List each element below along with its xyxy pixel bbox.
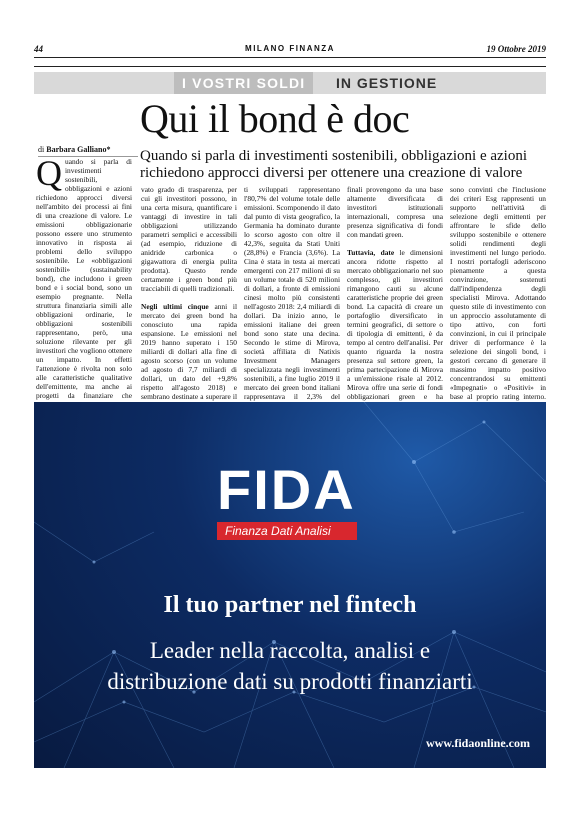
fida-logo: [217, 458, 357, 540]
article-column-2: [141, 185, 237, 428]
fida-logo-tagline: Finanza Dati Analisi: [217, 522, 357, 540]
ad-url-link[interactable]: www.fidaonline.com: [425, 736, 530, 750]
ad-body: [34, 635, 546, 697]
column-4-paragraph-1: finali provengono da una base altamente diversificata di investitori istituzionali internazionali, compresa una presenza significativa di fondi con mandati green.: [347, 185, 443, 239]
network-background-graphic: [34, 402, 546, 768]
section-banner: [34, 72, 546, 94]
fida-advertisement[interactable]: [34, 402, 546, 768]
ad-body-line-1: Leader nella raccolta, analisi e: [149, 638, 431, 663]
column-2-lead-in: Negli ultimi cinque: [141, 302, 209, 311]
column-5-text: sono convinti che l'inclusione dei criteri Esg rappresenti un supporto nell'attività di selezione degli emittenti per affrontare le sfide dello sviluppo sostenibile e ottenere solidi rendimenti degli investimenti nel lungo periodo. I nostri portafogli aderiscono pienamente a questa convinzione, sostenuti dall'indipendenza degli specialisti Mirova. Adottando questo stile di investimento con un approccio assolutamente di tipo attivo, con forti convinzioni, in cui il principale driver di performance è la selezione dei singoli bond, i gestori cercano di generare il massimo impatto positivo concentrandosi su emittenti «Impegnati» o «Positivi» in base al proprio rating interno.: [450, 185, 546, 401]
article-column-3: [244, 185, 340, 419]
issue-date: 19 Ottobre 2019: [486, 44, 546, 54]
article-column-1: [36, 153, 132, 436]
page-number: 44: [34, 44, 43, 54]
section-tag: I VOSTRI SOLDI: [174, 72, 313, 94]
byline-prefix: di: [38, 145, 45, 154]
column-1-text: uando si parla di investimenti sostenibili, obbligazioni e azioni richiedono approcci diversi nell'ambito dei processi ai fini di una creazione di valore. Le emissioni obbligazionarie possono essere uno strumento innovativo in risposta ai problemi dello sviluppo sostenibile. Le «obbligazioni sostenibili» (sustainability bond), che includono i green bond e i social bond, sono un esempio pregnante. Nella struttura finanziaria simili alle obbligazioni ordinarie, le obbligazioni sostenibili rappresentano, però, una soluzione rilevante per gli investitori che vogliono ottenere un impatto. In effetti l'attenzione è rivolta non solo alle caratteristiche qualitative dell'emittente, ma anche ai progetti da finanziare che: [36, 157, 132, 400]
byline-author: Barbara Galliano*: [46, 145, 111, 154]
publication-name: MILANO FINANZA: [245, 44, 335, 53]
drop-cap: Q: [36, 153, 62, 193]
ad-body-line-2: distribuzione dati su prodotti finanziarti: [107, 669, 473, 694]
article-headline: Qui il bond è doc: [140, 96, 410, 141]
page-header: [34, 44, 546, 56]
fida-logo-wordmark: FIDA: [217, 458, 356, 521]
column-3-text: ti sviluppati rappresentano l'80,7% del volume totale delle emissioni. Scomponendo il dato dal punto di vista geografico, la Germania ha dominato durante lo scorso agosto con oltre il 42,3%, seguita da Stati Uniti (28,8%) e Francia (3,6%). La Cina è stata in testa ai mercati emergenti con 217 milioni di su un volume totale di 520 milioni di dollari, a fronte di emissioni cinesi molto più consistenti nell'agosto 2018: 2,4 miliardi di dollari. Da inizio anno, le emissioni italiane dei green bond sono state una decina. Secondo le stime di Mirova, società affiliata di Natixis Investment Managers specializzata negli investimenti sostenibili, a fine luglio 2019 il mercato dei green bond italiani rappresentava il 2,3% del: [244, 185, 340, 401]
article-subhead: Quando si parla di investimenti sostenibili, obbligazioni e azioni richiedono approcci diversi per ottenere una creazione di valore: [140, 148, 528, 181]
header-rule: [34, 57, 546, 58]
ad-headline: Il tuo partner nel fintech: [163, 592, 417, 618]
article-column-4: [347, 185, 443, 437]
column-2-paragraph-1: vato grado di trasparenza, per cui gli investitori possono, in una certa misura, quantificare i vantaggi di investire in tali obbligazioni utilizzando parametri semplici e accessibili (ad esempio, riduzione di anidride carbonica o gigawattora di energia pulita prodotta). Questo rende certamente i green bond più tracciabili di quelli tradizionali.: [141, 185, 237, 293]
section-label: IN GESTIONE: [336, 75, 438, 91]
column-4-paragraph-2-text: le dimensioni ancora ridotte rispetto al mercato obbligazionario nel suo complesso, gli investitori rimangono cauti su alcune caratteristiche proprie dei green bond. La capacità di creare un portafoglio diversificato in termini geografici, di settore o di tipologia di emittenti, è da tempo al centro dell'analisi. Per quanto riguarda la nostra presenza sul settore green, la prima partecipazione di Mirova a un'emissione risale al 2012. Mirova offre una serie di fondi obbligazionari green e ha: [347, 248, 443, 401]
column-2-paragraph-2-text: anni il mercato dei green bond ha conosciuto una rapida espansione. Le emissioni nel 2019 hanno superato i 150 miliardi di dollari alla fine di agosto scorso (con un volume ad agosto di 7,7 miliardi di dollari, un dato del +9,8% rispetto all'agosto 2018) e sembrano destinate a superare il: [141, 302, 238, 401]
column-4-lead-in: Tuttavia, date: [347, 248, 395, 257]
section-top-rule: [34, 66, 546, 67]
article-column-5: [450, 185, 546, 438]
